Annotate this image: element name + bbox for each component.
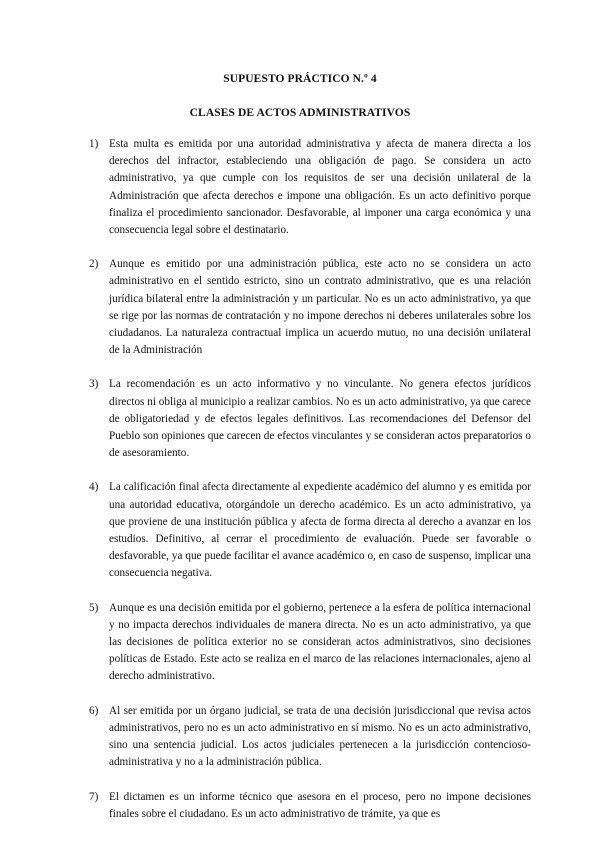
list-item bbox=[89, 479, 531, 582]
list-item bbox=[89, 256, 531, 359]
list-item-number: 7) bbox=[89, 790, 99, 803]
list-item bbox=[89, 600, 531, 686]
list-item-text: Aunque es una decisión emitida por el gobierno, pertenece a la esfera de política internacional y no impacta derechos individuales de manera directa. No es un acto administrativo, ya que las decisiones de política exterior no se consideran actos administrativos, sino decisiones políticas de Estado. Este acto se realiza en el marco de las relaciones internacionales, ajeno al derecho administrativo. bbox=[109, 601, 531, 683]
list-item bbox=[89, 376, 531, 462]
list-item bbox=[89, 136, 531, 239]
list-item-number: 1) bbox=[89, 138, 99, 150]
list-item-number: 6) bbox=[89, 704, 99, 717]
list-item-number: 4) bbox=[89, 481, 99, 494]
list-item-number: 5) bbox=[89, 601, 99, 614]
list-item-text: Esta multa es emitida por una autoridad administrativa y afecta de manera directa a los derechos del infractor, estableciendo una obligación de pago. Se considera un acto administrativo, ya que cumple con los requisitos de ser una decisión unilateral de la Administración que afecta derechos e impone una obligación. Es un acto definitivo porque finaliza el procedimiento sancionador. Desfavorable, al imponer una carga económica y una consecuencia legal sobre el destinatario. bbox=[109, 138, 531, 237]
document-subtitle: CLASES DE ACTOS ADMINISTRATIVOS bbox=[189, 107, 411, 119]
list-item bbox=[89, 789, 531, 823]
list-item-number: 3) bbox=[89, 378, 99, 391]
list-item-text: La calificación final afecta directamente al expediente académico del alumno y es emitida por una autoridad educativa, otorgándole un derecho académico. Es un acto administrativo, ya que proviene de una institución pública y afecta de forma directa al derecho a avanzar en los estudios. Definitivo, al cerrar el procedimiento de evaluación. Puede ser favorable o desfavorable, ya que puede facilitar el avance académico o, en caso de suspenso, implicar una consecuencia negativa. bbox=[109, 481, 531, 580]
list-item-text: Al ser emitida por un órgano judicial, se trata de una decisión jurisdiccional que revisa actos administrativos, pero no es un acto administrativo en sí mismo. No es un acto administrativo, sino una sentencia judicial. Los actos judiciales pertenecen a la jurisdicción contencioso-administrativa y no a la administración pública. bbox=[109, 704, 531, 769]
document-title: SUPUESTO PRÁCTICO N.º 4 bbox=[223, 73, 377, 85]
list-item bbox=[89, 703, 531, 772]
list-item-number: 2) bbox=[89, 258, 99, 271]
list-item-text: Aunque es emitido por una administración pública, este acto no se considera un acto administrativo en el sentido estricto, sino un contrato administrativo, que es una relación jurídica bilateral entre la administración y un particular. No es un acto administrativo, ya que se rige por las normas de contratación y no impone derechos ni deberes unilaterales sobre los ciudadanos. La naturaleza contractual implica un acuerdo mutuo, no una decisión unilateral de la Administración bbox=[109, 258, 531, 357]
list-item-text: La recomendación es un acto informativo y no vinculante. No genera efectos jurídicos directos ni obliga al municipio a realizar cambios. No es un acto administrativo, ya que carece de obligatoriedad y de efectos legales definitivos. Las recomendaciones del Defensor del Pueblo son opiniones que carecen de efectos vinculantes y se consideran actos preparatorios o de asesoramiento. bbox=[109, 378, 531, 460]
list-item-text: El dictamen es un informe técnico que asesora en el proceso, pero no impone decisiones finales sobre el ciudadano. Es un acto administrativo de trámite, ya que es bbox=[109, 790, 531, 820]
numbered-list bbox=[89, 136, 531, 840]
